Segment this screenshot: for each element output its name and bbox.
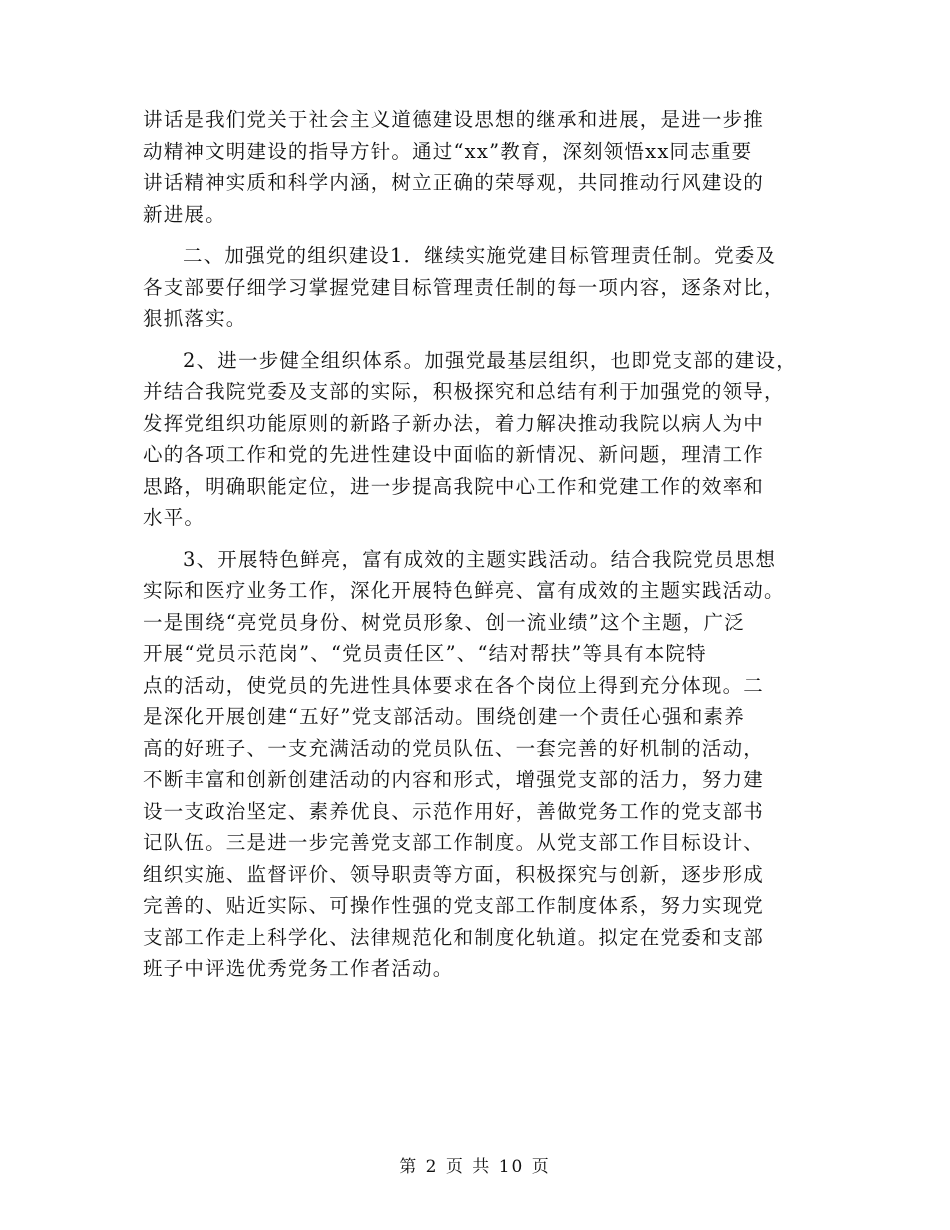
text-line: 讲话精神实质和科学内涵，树立正确的荣辱观，共同推动行风建设的: [143, 171, 765, 194]
text-line: 发挥党组织功能原则的新路子新办法，着力解决推动我院以病人为中: [143, 411, 765, 435]
text-line: 3、开展特色鲜亮，富有成效的主题实践活动。结合我院党员思想: [183, 547, 777, 571]
text-line: 高的好班子、一支充满活动的党员队伍、一套完善的好机制的活动，: [143, 736, 765, 760]
paragraph: [143, 240, 823, 335]
paragraph-gap: [143, 230, 823, 240]
paragraph-gap: [143, 534, 823, 544]
text-line: 2、进一步健全组织体系。加强党最基层组织，也即党支部的建设，: [183, 348, 797, 372]
text-line: 思路，明确职能定位，进一步提高我院中心工作和党建工作的效率和: [143, 474, 765, 498]
text-line: 新进展。: [143, 202, 226, 226]
text-line: 记队伍。三是进一步完善党支部工作制度。从党支部工作目标设计、: [143, 831, 765, 854]
text-line: 动精神文明建设的指导方针。通过“xx”教育，深刻领悟xx同志重要: [143, 139, 753, 163]
text-line: 班子中评选优秀党务工作者活动。: [143, 957, 454, 980]
text-line: 组织实施、监督评价、领导职责等方面，积极探究与创新，逐步形成: [143, 862, 765, 886]
document-body: [143, 104, 823, 985]
text-line: 二、加强党的组织建设1．继续实施党建目标管理责任制。党委及: [183, 244, 777, 267]
text-line: 狠抓落实。: [143, 307, 247, 330]
text-line: 一是围绕“亮党员身份、树党员形象、创一流业绩”这个主题，广泛: [143, 610, 745, 634]
text-line: 心的各项工作和党的先进性建设中面临的新情况、新问题，理清工作: [143, 443, 765, 466]
text-line: 开展“党员示范岗”、“党员责任区”、“结对帮扶”等具有本院特: [143, 642, 707, 665]
paragraph: [143, 544, 823, 985]
paragraph: [143, 104, 823, 230]
paragraph: [143, 345, 823, 534]
text-line: 实际和医疗业务工作，深化开展特色鲜亮、富有成效的主题实践活动。: [143, 579, 785, 602]
text-line: 支部工作走上科学化、法律规范化和制度化轨道。拟定在党委和支部: [143, 925, 765, 949]
text-line: 讲话是我们党关于社会主义道德建设思想的继承和进展，是进一步推: [143, 108, 765, 131]
text-line: 完善的、贴近实际、可操作性强的党支部工作制度体系，努力实现党: [143, 894, 765, 917]
text-line: 不断丰富和创新创建活动的内容和形式，增强党支部的活力，努力建: [143, 768, 765, 791]
text-line: 水平。: [143, 506, 206, 529]
page-footer: 第 2 页 共 10 页: [399, 1157, 551, 1177]
text-line: 设一支政治坚定、素养优良、示范作用好，善做党务工作的党支部书: [143, 799, 765, 823]
text-line: 各支部要仔细学习掌握党建目标管理责任制的每一项内容，逐条对比，: [143, 275, 785, 299]
text-line: 点的活动，使党员的先进性具体要求在各个岗位上得到充分体现。二: [143, 673, 765, 697]
paragraph-gap: [143, 335, 823, 345]
text-line: 并结合我院党委及支部的实际，积极探究和总结有利于加强党的领导，: [143, 380, 785, 403]
text-line: 是深化开展创建“五好”党支部活动。围绕创建一个责任心强和素养: [143, 705, 745, 728]
